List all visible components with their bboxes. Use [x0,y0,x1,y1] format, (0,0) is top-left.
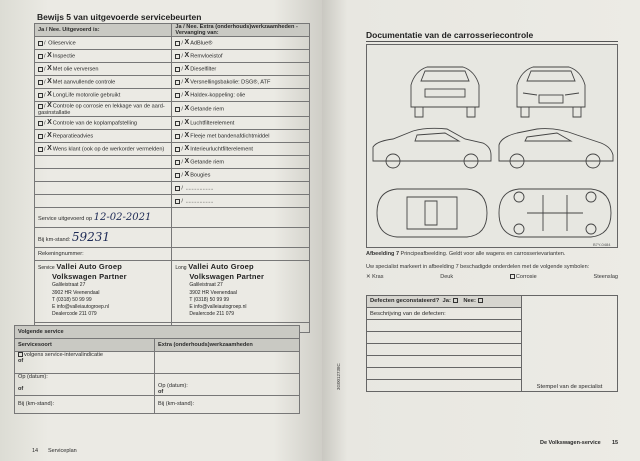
figure-caption [366,251,565,257]
empty-right-cell [172,228,310,248]
check-mark: X [47,119,52,127]
slash-separator: / [44,79,48,86]
check-mark: X [184,52,190,60]
legend-stone-chip: Steenslag [593,274,618,280]
slash-separator: / [44,146,48,153]
checkbox[interactable] [175,80,180,85]
check-mark: X [184,145,190,153]
left-item-cell [35,182,172,195]
check-mark: X [184,39,190,47]
slash-separator: / [181,146,185,153]
check-mark: X [47,145,52,153]
car-outline-diagram [367,45,619,249]
of-label: of [158,388,164,395]
left-item-cell[interactable] [35,130,172,143]
right-item-label: Bougies [190,172,211,179]
slash-separator: / [44,53,48,60]
check-mark: X [47,132,52,140]
left-item-cell [35,156,172,169]
stamp-phone: T (0318) 50 99 99 [189,296,230,303]
service-row [35,37,310,50]
page-number: 14 [32,448,39,454]
right-item-cell[interactable] [172,37,310,50]
left-item-label: Wens klant (ook op de werkorder vermelden) [52,146,165,153]
defects-question-cell [367,296,522,308]
right-footer-title: De Volkswagen-service [540,440,601,446]
stamp-cell-left [35,261,172,323]
stamp-cell-right [172,261,310,323]
service-row [35,89,310,102]
km-next-cell-right[interactable] [155,396,300,414]
interval-cell[interactable] [15,352,155,374]
bij-km-label: Bij (km-stand): [18,401,55,408]
right-item-cell[interactable] [172,195,310,208]
left-item-cell[interactable] [35,37,172,50]
service-row [35,143,310,156]
right-item-label: Haldex-koppeling: olie [190,92,246,99]
left-item-label: Olieservice [48,40,76,47]
side-code: 3G0012738C [336,363,341,390]
km-cell[interactable] [35,228,172,248]
left-item-label: Inspectie [52,53,76,60]
km-value: 59231 [71,230,111,245]
empty-right-cell [172,208,310,228]
description-label: Beschrijving van de defecten: [370,310,446,317]
service-date-cell[interactable] [35,208,172,228]
slash-separator: / [181,172,185,179]
service-row [35,50,310,63]
left-item-cell[interactable] [35,89,172,102]
extra-cell[interactable] [155,352,300,374]
checkbox[interactable] [175,134,180,139]
stamp-city: 3902 HR Veenendaal [52,289,100,296]
checkbox[interactable] [38,121,43,126]
checkbox[interactable] [175,160,180,165]
stamp-partner: Volkswagen Partner [52,272,127,282]
service-row [35,156,310,169]
checkbox[interactable] [18,352,23,357]
stamp-partner: Volkswagen Partner [189,272,265,282]
right-item-label: Fleeje met bandenafdichtmiddel [190,133,270,140]
right-item-label: Remvloeistof [190,53,223,60]
rear-view-car [411,67,479,117]
stamp-label: Long [175,265,187,272]
right-item-cell[interactable] [172,130,310,143]
stamp-phone: T (0318) 50 99 99 [52,296,92,303]
order-cell[interactable] [35,248,172,261]
service-type-header: Servicesoort [15,339,155,352]
check-mark: X [47,102,52,110]
km-label: Bij km-stand: [38,237,71,244]
op-datum-label: Op (datum): [18,374,48,380]
slash-separator: / [44,66,48,73]
checkbox[interactable] [175,199,180,204]
op-datum-label: Op (datum): [158,382,188,389]
left-item-cell[interactable] [35,50,172,63]
check-mark: X [184,158,190,166]
check-mark: X [184,91,190,99]
top-view-car [377,189,487,237]
right-item-label: Getande riem [190,106,225,113]
slash-separator: / [44,92,48,99]
check-mark: X [47,91,52,99]
service-row [35,76,310,89]
checkbox[interactable] [38,54,43,59]
slash-separator: / [181,106,185,113]
service-date-value: 12-02-2021 [93,212,152,224]
check-mark: X [184,105,190,113]
title-divider [366,41,618,42]
left-item-cell[interactable] [35,143,172,156]
right-page-number: 15 [612,440,619,446]
car-diagram-panel [366,44,618,248]
checkbox[interactable] [175,173,180,178]
check-mark: X [47,78,52,86]
side-view-hatchback [499,129,613,168]
right-item-label: Versnellingsbakolie: DSG®, ATF [190,79,271,86]
of-label: of [18,386,24,393]
slash-separator: / [181,40,185,47]
description-line[interactable] [367,332,522,344]
checkbox[interactable] [38,104,43,109]
left-item-label: Met olie verversen [52,66,99,73]
empty-right-cell [172,248,310,261]
right-item-label: .................. [185,198,214,205]
km-next-cell[interactable] [15,396,155,414]
nee-label: Nee: [463,298,476,305]
interval-label: volgens service-intervalindicatie [24,352,103,358]
slash-separator: / [181,198,185,205]
figure-caption-text: Principeafbeelding. Geldt voor alle wagens en carrosserievarianten. [400,251,566,257]
footer-title: Serviceplan [48,448,77,454]
service-date-label: Service uitgevoerd op [38,216,93,223]
ja-checkbox[interactable] [453,298,458,303]
left-item-cell[interactable] [35,102,172,117]
stamp-dealer: Dealercode 211 079 [189,311,235,318]
check-mark: X [184,171,190,179]
left-item-label: Controle van de koplampafstelling [52,120,138,127]
next-service-header: Volgende service [15,326,300,339]
stamp-company: Vallei Auto Groep [188,262,254,272]
right-item-label: Getande riem [190,159,225,166]
right-item-cell[interactable] [172,182,310,195]
check-mark: X [184,119,190,127]
right-item-label: Dieselfilter [190,66,217,73]
col-right-header: Ja / Nee. Extra (onderhouds)werkzaamheden - Vervanging van: [172,24,310,37]
slash-separator: / [181,92,185,99]
next-service-table [14,325,300,414]
right-item-cell[interactable] [172,63,310,76]
defects-label: Defecten geconstateerd? [370,298,440,305]
defects-table [366,295,618,392]
of-label: of [18,358,24,365]
description-line[interactable] [367,356,522,368]
stamp-label: Service [38,265,55,272]
service-row [35,182,310,195]
right-item-cell[interactable] [172,169,310,182]
checkbox[interactable] [38,147,43,152]
check-mark: X [184,78,190,86]
service-row [35,169,310,182]
right-item-cell[interactable] [172,156,310,169]
checkbox[interactable] [38,67,43,72]
check-mark: X [47,65,52,73]
service-row [35,63,310,76]
slash-separator: / [44,120,48,127]
checkbox[interactable] [175,54,180,59]
checkbox[interactable] [175,107,180,112]
checkbox[interactable] [38,134,43,139]
date-cell[interactable] [15,374,155,396]
checkbox[interactable] [175,41,180,46]
stamp-dealer: Dealercode 211 079 [52,311,97,318]
slash-separator: / [44,40,48,47]
check-mark: X [47,52,52,60]
page-title: Documentatie van de carrosseriecontrole [366,30,534,40]
legend-scratch: ✕ Kras [366,274,384,280]
left-item-label: Reparatieadvies [52,133,94,140]
left-item-cell[interactable] [35,117,172,130]
checkbox[interactable] [175,186,180,191]
stamp-street: Galileistraat 27 [52,282,86,289]
underbody-view [499,189,611,237]
slash-separator: / [181,53,185,60]
bij-km-label: Bij (km-stand): [158,401,195,408]
symbol-legend [366,274,618,280]
specialist-stamp-label: Stempel van de specialist [536,384,603,390]
description-line[interactable] [367,380,522,392]
side-view-sedan [373,128,491,168]
service-table [34,23,310,333]
stamp-city: 3902 HR Veenendaal [189,289,237,296]
checkbox[interactable] [38,93,43,98]
right-item-label: AdBlue® [190,40,213,47]
right-item-cell[interactable] [172,117,310,130]
right-item-label: Luchtfilterelement [190,120,235,127]
ja-label: Ja: [442,298,451,305]
stamp-company: Vallei Auto Groep [56,262,122,272]
right-item-cell[interactable] [172,50,310,63]
slash-separator: / [44,103,48,110]
checkbox[interactable] [175,121,180,126]
left-item-cell [35,169,172,182]
left-item-cell[interactable] [35,63,172,76]
stamp-street: Galileistraat 27 [189,282,223,289]
front-view-car [517,67,585,117]
slash-separator: / [44,133,48,140]
service-row [35,195,310,208]
description-label-cell [367,308,522,320]
check-mark: X [184,132,190,140]
checkbox[interactable] [175,93,180,98]
checkbox[interactable] [38,80,43,85]
service-row [35,130,310,143]
legend-corrosion: Corrosie [510,274,537,280]
service-row [35,102,310,117]
slash-separator: / [181,120,185,127]
checkbox[interactable] [175,147,180,152]
right-item-cell[interactable] [172,102,310,117]
checkbox[interactable] [38,41,43,46]
right-item-label: Interieurluchtfilterelement [190,146,253,153]
left-item-label: Controle op corrosie en lekkage van de aard-gasinstallatie [38,103,165,116]
left-item-cell[interactable] [35,76,172,89]
slash-separator: / [181,66,185,73]
left-item-label: Met aanvullende controle [52,79,116,86]
page-title: Bewijs 5 van uitgevoerde servicebeurten [37,12,202,22]
extra-header: Extra (onderhouds)werkzaamheden [155,339,300,352]
spec-text: Uw specialist markeert in afbeelding 7 beschadigde onderdelen met de volgende symbolen: [366,264,590,270]
date-cell-right[interactable] [155,374,300,396]
slash-separator: / [181,159,185,166]
slash-separator: / [181,133,185,140]
description-line[interactable] [367,368,522,380]
stamp-email: E info@valleiautogroep.nl [52,304,110,311]
checkbox[interactable] [175,67,180,72]
right-item-cell[interactable] [172,76,310,89]
order-label: Rekeningnummer: [38,251,84,258]
check-mark: X [184,65,190,73]
right-item-cell[interactable] [172,89,310,102]
left-item-cell [35,195,172,208]
corrosion-checkbox [510,274,515,279]
description-line[interactable] [367,344,522,356]
stamp-email: E info@valleiautogroep.nl [189,304,247,311]
description-line[interactable] [367,320,522,332]
legend-dent: Deuk [440,274,454,280]
figure-caption-bold: Afbeelding 7 [366,251,400,257]
left-item-label: LongLife motorolie gebruikt [52,92,121,99]
slash-separator: / [181,79,185,86]
col-left-header: Ja / Nee. Uitgevoerd is: [35,24,172,37]
right-item-cell[interactable] [172,143,310,156]
figure-code: B7Y-0484 [593,242,611,247]
service-row [35,117,310,130]
nee-checkbox[interactable] [478,298,483,303]
specialist-stamp-cell [522,296,618,392]
slash-separator: / [181,185,185,192]
right-item-label: .................. [185,185,214,192]
